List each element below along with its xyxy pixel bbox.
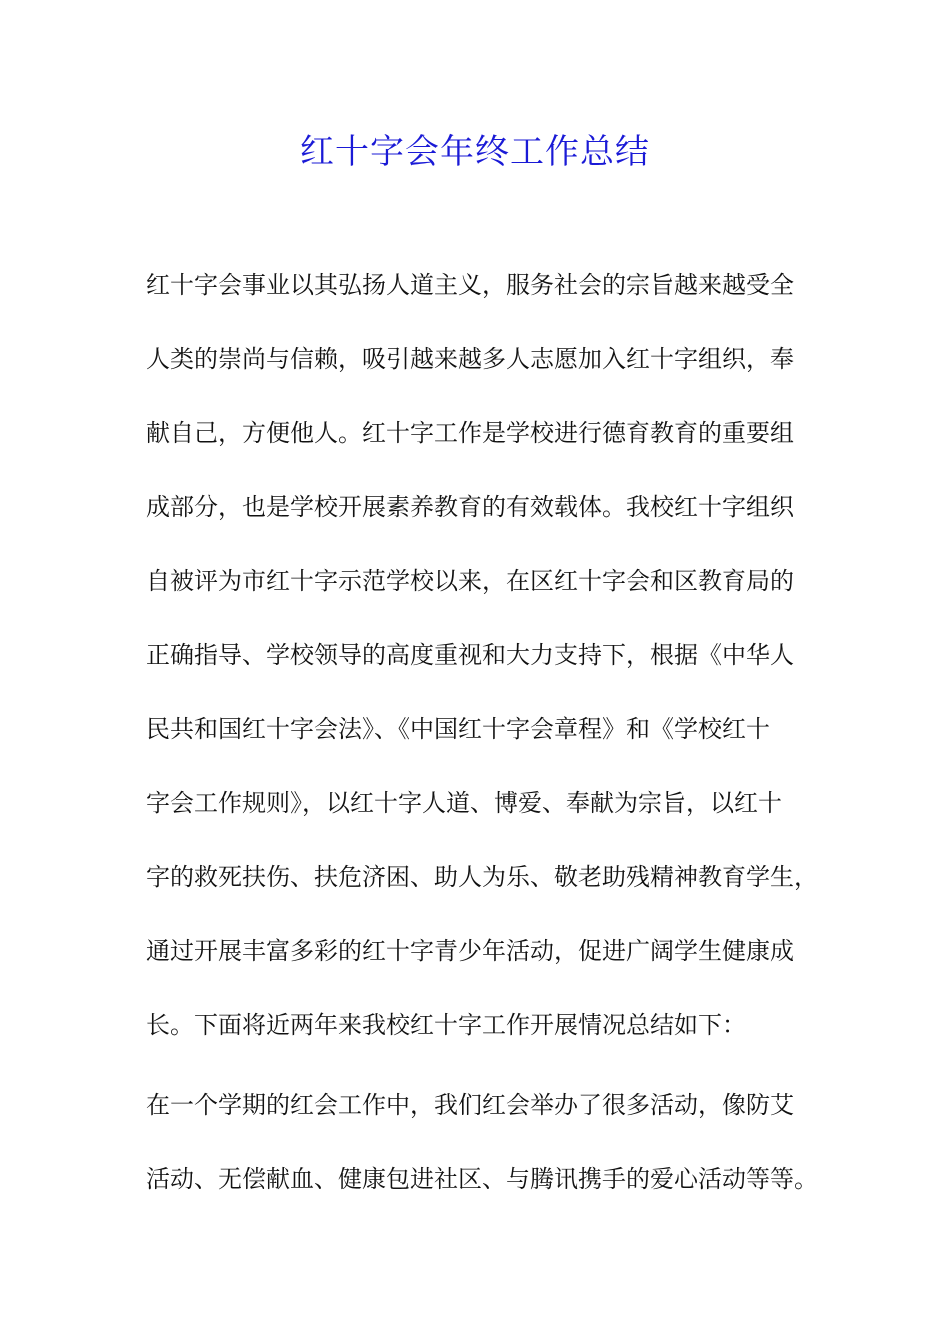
body-line: 长。下面将近两年来我校红十字工作开展情况总结如下：	[146, 1011, 746, 1039]
body-line: 献自己，方便他人。红十字工作是学校进行德育教育的重要组	[146, 419, 794, 447]
body-line: 正确指导、学校领导的高度重视和大力支持下，根据《中华人	[146, 641, 794, 669]
body-line: 字会工作规则》，以红十字人道、博爱、奉献为宗旨，以红十	[146, 789, 782, 817]
body-line: 人类的崇尚与信赖，吸引越来越多人志愿加入红十字组织，奉	[146, 345, 794, 373]
body-line: 红十字会事业以其弘扬人道主义，服务社会的宗旨越来越受全	[146, 271, 794, 299]
body-line: 通过开展丰富多彩的红十字青少年活动，促进广阔学生健康成	[146, 937, 794, 965]
body-line: 字的救死扶伤、扶危济困、助人为乐、敬老助残精神教育学生，	[146, 863, 818, 891]
body-line: 民共和国红十字会法》、《中国红十字会章程》和《学校红十	[146, 715, 770, 743]
body-line: 成部分，也是学校开展素养教育的有效载体。我校红十字组织	[146, 493, 794, 521]
document-title: 红十字会年终工作总结	[300, 132, 650, 172]
body-line: 活动、无偿献血、健康包进社区、与腾讯携手的爱心活动等等。	[146, 1165, 818, 1193]
body-line: 在一个学期的红会工作中，我们红会举办了很多活动，像防艾	[146, 1091, 794, 1119]
body-line: 自被评为市红十字示范学校以来，在区红十字会和区教育局的	[146, 567, 794, 595]
